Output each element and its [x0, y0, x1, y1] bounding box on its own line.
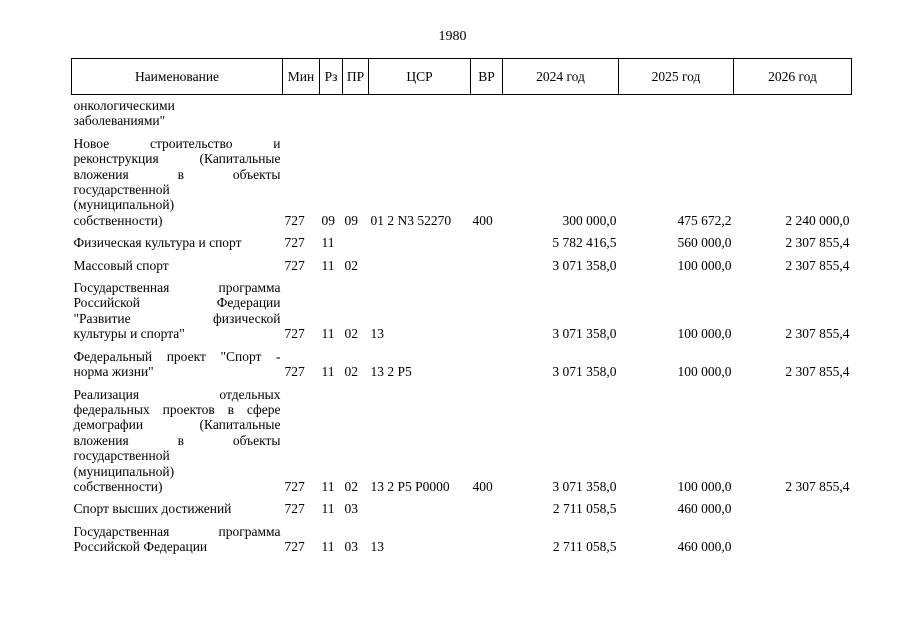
cell-pr: [343, 95, 369, 129]
cell-y2025: 100 000,0: [677, 257, 732, 273]
row-name: [72, 273, 283, 342]
table-row: [72, 273, 852, 342]
row-name-line: демографии (Капитальные: [73, 417, 281, 433]
cell-min: 727: [284, 326, 305, 342]
cell-y2025: 100 000,0: [677, 478, 732, 494]
table-body: [72, 95, 852, 555]
cell-pr: 03: [344, 539, 358, 555]
cell-y2026: [734, 517, 852, 555]
row-name-line: культуры и спорта": [73, 326, 185, 342]
cell-rz: 11: [321, 257, 335, 273]
cell-min: [283, 95, 320, 129]
cell-min: 727: [284, 235, 305, 251]
row-name: [72, 251, 283, 273]
cell-csr: [369, 95, 471, 129]
cell-csr: 13 2 P5: [370, 364, 412, 380]
cell-rz: [320, 95, 343, 129]
cell-y2026: 2 307 855,4: [785, 257, 850, 273]
cell-vr: [471, 273, 503, 342]
header-2024: 2024 год: [503, 59, 619, 95]
cell-min: 727: [284, 501, 305, 517]
header-csr: ЦСР: [369, 59, 471, 95]
row-name-line: Спорт высших достижений: [73, 501, 232, 517]
cell-y2025: 560 000,0: [677, 235, 732, 251]
cell-vr: 400: [472, 212, 493, 228]
cell-rz: 11: [321, 501, 335, 517]
table-row: [72, 251, 852, 273]
row-name-line: вложения в объекты: [73, 166, 281, 182]
cell-vr: [471, 251, 503, 273]
cell-y2025: 100 000,0: [677, 326, 732, 342]
row-name-line: Российской Федерации: [73, 539, 208, 555]
cell-pr: [343, 228, 369, 250]
cell-pr: 02: [344, 364, 358, 380]
row-name: [72, 342, 283, 380]
row-name-line: Российской Федерации: [73, 295, 281, 311]
cell-rz: 11: [321, 364, 335, 380]
row-name-line: государственной: [73, 448, 170, 464]
row-name-line: онкологическими: [73, 98, 175, 113]
cell-vr: [471, 228, 503, 250]
cell-y2024: 300 000,0: [562, 212, 617, 228]
table-row: [72, 517, 852, 555]
header-min: Мин: [283, 59, 320, 95]
row-name-line: Федеральный проект "Спорт -: [73, 348, 281, 364]
row-name: [72, 95, 283, 129]
cell-min: 727: [284, 212, 305, 228]
cell-vr: 400: [472, 478, 493, 494]
cell-y2024: 3 071 358,0: [552, 478, 617, 494]
row-name-line: вложения в объекты: [73, 432, 281, 448]
cell-y2025: 100 000,0: [677, 364, 732, 380]
cell-csr: 01 2 N3 52270: [370, 212, 452, 228]
row-name: [72, 380, 283, 495]
cell-y2024: 2 711 058,5: [552, 501, 617, 517]
row-name-line: реконструкция (Капитальные: [73, 151, 281, 167]
cell-rz: 11: [321, 478, 335, 494]
row-name-line: Государственная программа: [73, 523, 281, 539]
cell-y2026: 2 307 855,4: [785, 235, 850, 251]
header-2025: 2025 год: [619, 59, 734, 95]
cell-min: 727: [284, 539, 305, 555]
header-2026: 2026 год: [734, 59, 852, 95]
cell-y2024: [503, 95, 619, 129]
cell-y2025: 475 672,2: [677, 212, 732, 228]
cell-y2025: 460 000,0: [677, 539, 732, 555]
row-name-line: Реализация отдельных: [73, 386, 281, 402]
cell-vr: [471, 517, 503, 555]
cell-rz: 11: [321, 326, 335, 342]
cell-min: 727: [284, 257, 305, 273]
cell-y2026: 2 307 855,4: [785, 364, 850, 380]
cell-vr: [471, 95, 503, 129]
cell-y2026: 2 307 855,4: [785, 478, 850, 494]
table-row: [72, 342, 852, 380]
cell-y2024: 2 711 058,5: [552, 539, 617, 555]
cell-csr: 13: [370, 326, 384, 342]
row-name-line: (муниципальной): [73, 197, 175, 213]
row-name-line: (муниципальной): [73, 463, 175, 479]
header-vr: ВР: [471, 59, 503, 95]
cell-min: 727: [284, 364, 305, 380]
table-row: [72, 95, 852, 129]
cell-csr: 13: [370, 539, 384, 555]
cell-y2026: 2 307 855,4: [785, 326, 850, 342]
row-name-line: норма жизни": [73, 364, 154, 380]
cell-vr: [471, 494, 503, 516]
row-name-line: Физическая культура и спорт: [73, 235, 242, 251]
cell-y2025: [619, 95, 734, 129]
cell-csr: [369, 251, 471, 273]
cell-pr: 02: [344, 326, 358, 342]
cell-y2025: 460 000,0: [677, 501, 732, 517]
cell-y2024: 3 071 358,0: [552, 364, 617, 380]
cell-y2026: 2 240 000,0: [785, 212, 850, 228]
table-header-row: [72, 59, 852, 95]
budget-table: [71, 58, 852, 555]
table-row: [72, 228, 852, 250]
cell-y2024: 5 782 416,5: [552, 235, 617, 251]
row-name-line: Новое строительство и: [73, 135, 281, 151]
cell-vr: [471, 342, 503, 380]
row-name: [72, 494, 283, 516]
header-name: Наименование: [72, 59, 283, 95]
cell-csr: [369, 494, 471, 516]
cell-y2024: 3 071 358,0: [552, 326, 617, 342]
row-name-line: собственности): [73, 478, 163, 494]
cell-pr: 02: [344, 257, 358, 273]
cell-rz: 11: [321, 235, 335, 251]
row-name-line: собственности): [73, 212, 163, 228]
row-name-line: государственной: [73, 182, 170, 198]
table-row: [72, 380, 852, 495]
row-name: [72, 228, 283, 250]
header-rz: Рз: [320, 59, 343, 95]
cell-rz: 11: [321, 539, 335, 555]
header-pr: ПР: [343, 59, 369, 95]
cell-y2026: [734, 95, 852, 129]
cell-csr: [369, 228, 471, 250]
cell-pr: 02: [344, 478, 358, 494]
row-name: [72, 129, 283, 228]
row-name: [72, 517, 283, 555]
row-name-line: "Развитие физической: [73, 310, 281, 326]
cell-y2024: 3 071 358,0: [552, 257, 617, 273]
cell-pr: 03: [344, 501, 358, 517]
table-row: [72, 129, 852, 228]
cell-pr: 09: [344, 212, 358, 228]
row-name-line: Массовый спорт: [73, 257, 169, 273]
row-name-line: Государственная программа: [73, 280, 281, 296]
row-name-line: заболеваниями": [73, 113, 166, 129]
cell-rz: 09: [321, 212, 335, 228]
table-row: [72, 494, 852, 516]
cell-csr: 13 2 P5 P0000: [370, 478, 450, 494]
row-name-line: федеральных проектов в сфере: [73, 401, 281, 417]
cell-y2026: [734, 494, 852, 516]
cell-min: 727: [284, 478, 305, 494]
page-number: 1980: [438, 29, 467, 44]
